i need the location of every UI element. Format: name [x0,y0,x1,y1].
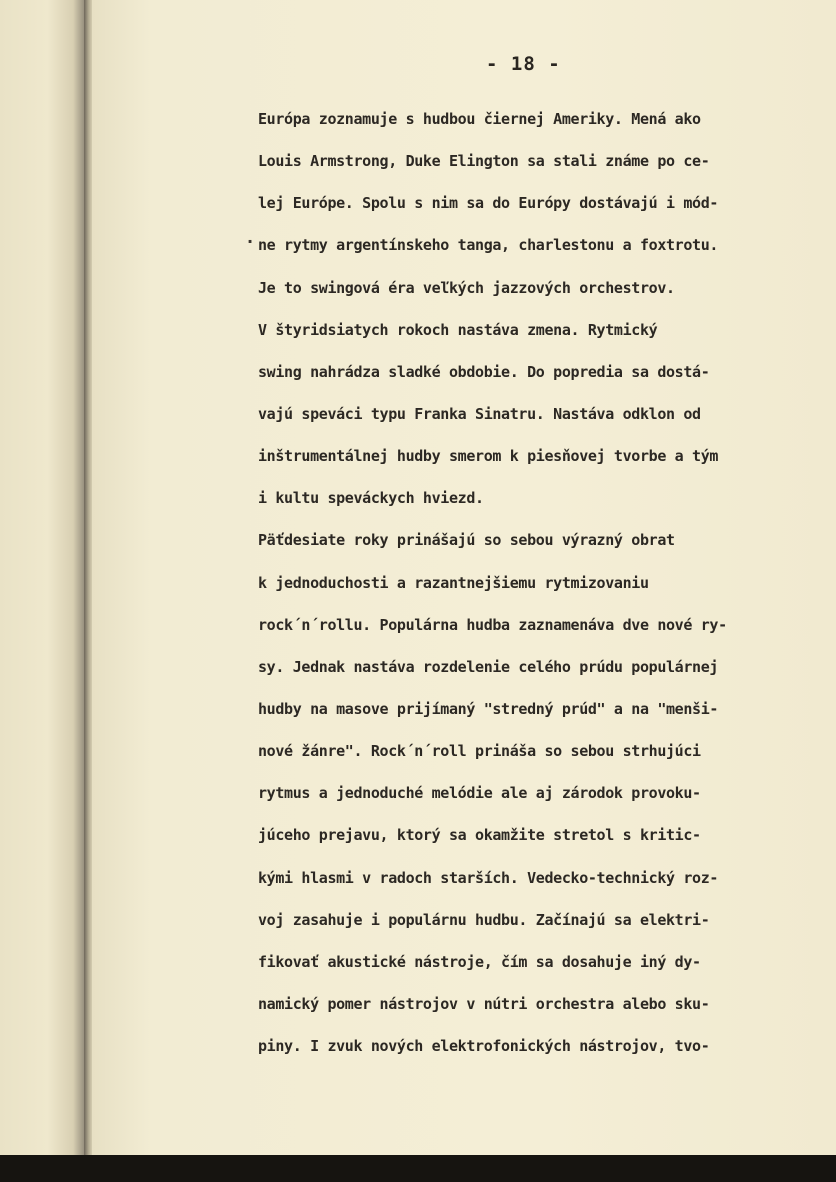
text-line: k jednoduchosti a razantnejšiemu rytmizovaniu [258,573,649,592]
text-line: Päťdesiate roky prinášajú so sebou výrazný obrat [258,531,675,550]
left-page-edge [0,0,86,1155]
text-line: rock´n´rollu. Populárna hudba zaznamenáva dve nové ry- [258,615,727,634]
body-text [258,98,818,1067]
text-line: Európa zoznamuje s hudbou čiernej Ameriky. Mená ako [258,110,701,128]
text-line: lej Európe. Spolu s nim sa do Európy dostávajú i mód- [258,194,719,213]
text-line: i kultu speváckych hviezd. [258,489,484,508]
text-line: hudby na masove prijímaný "stredný prúd" a na "menši- [258,699,719,718]
text-line: júceho prejavu, ktorý sa okamžite stretol s kritic- [258,826,701,845]
text-line: rytmus a jednoduché melódie ale aj zárodok provoku- [258,784,701,803]
text-line: kými hlasmi v radoch starších. Vedecko-technický roz- [258,868,719,887]
text-line: inštrumentálnej hudby smerom k piesňovej tvorbe a tým [258,447,719,466]
margin-mark: · [247,232,254,251]
text-line: V štyridsiatych rokoch nastáva zmena. Rytmický [258,320,658,339]
text-line: fikovať akustické nástroje, čím sa dosahuje iný dy- [258,952,701,971]
text-line: swing nahrádza sladké obdobie. Do popredia sa dostá- [258,362,710,381]
text-line: ne rytmy argentínskeho tanga, charlestonu a foxtrotu. [258,236,719,255]
text-line: piny. I zvuk nových elektrofonických nástrojov, tvo- [258,1037,710,1056]
text-line: voj zasahuje i populárnu hudbu. Začínajú sa elektri- [258,910,710,929]
text-line: Louis Armstrong, Duke Elington sa stali známe po ce- [258,152,710,171]
text-line: sy. Jednak nastáva rozdelenie celého prúdu populárnej [258,657,719,676]
text-line: Je to swingová éra veľkých jazzových orchestrov. [258,278,675,297]
text-line: vajú speváci typu Franka Sinatru. Nastáva odklon od [258,404,701,423]
text-line: nové žánre". Rock´n´roll prináša so sebou strhujúci [258,742,701,761]
text-line: namický pomer nástrojov v nútri orchestra alebo sku- [258,994,710,1013]
scan-bottom-border [0,1155,836,1182]
page-number: - 18 - [486,53,561,75]
